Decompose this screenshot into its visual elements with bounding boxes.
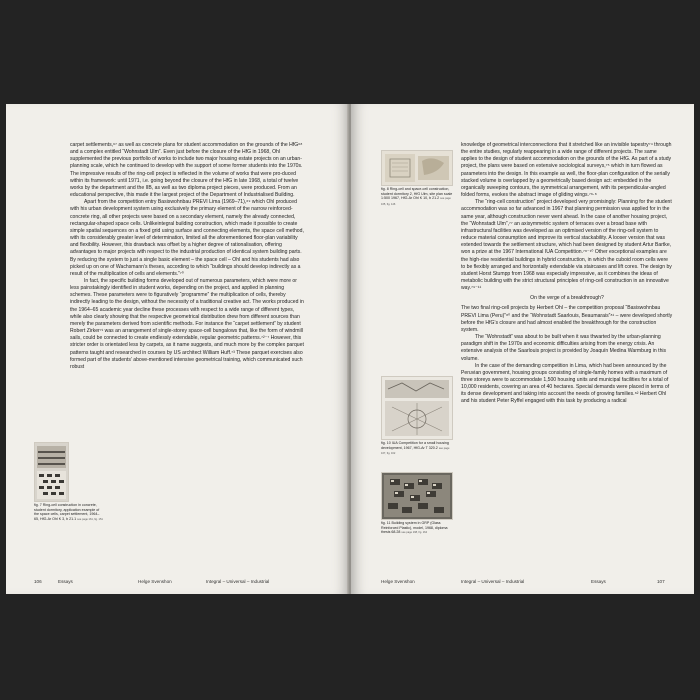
paragraph: The two final ring-cell projects by Herbert Ohl – the competition proposal “Basiswohnbau PREVI Lima (Peru)”⁸⁰ and the “Wohnstadt Saarlouis, Beaumarais”⁸¹ – were developed shortly before the HfG’s closure and had almost enabled the breakthrough for the construction system. xyxy=(461,305,673,333)
left-footer-page-number: 106 xyxy=(34,579,42,584)
carpet-settlement-image xyxy=(35,443,68,501)
caption-reference: see page 168, fig. 164 xyxy=(401,531,428,535)
left-footer-section: Essays xyxy=(58,579,73,584)
paragraph: In fact, the specific building forms developed out of numerous parameters, which were more or less painstakingly identified in student works, depending on the project, and applied in planning schemes. These parameters were to figuratively “programme” the multiplication of cells, thereby indirectly leading to the design, without the necessity of a traditional creative act. The works produced in the 1964–65 academic year decline these processes with respect to a wide range of different types, while also clearly showing that the respective geometrical distribution drew from different sources than merely the parameters derived from scientific methods. For instance the “carpet settlement” by student Robert Zirker⁷¹ was an arrangement of single-storey space-cell bungalows that, like the form of windmill sails, could be connected to create endlessly extendable, regular geometric patterns.⁷²⁻⁷ However, this stricter order is orientated less by carpets, as it name suggests, and much more by the complex parquet patterns taught and researched in courses by US architect William Huff.⁷³ These parquet exercises also formed part of the students’ above-mentioned intensive geometrical training, which communicated such robust xyxy=(70,277,304,370)
figure-caption xyxy=(381,441,453,457)
paragraph: The “ring-cell construction” project developed very promisingly: Planning for the student accommodation was so far advanced in 1967 that planning permission was applied for in the same year, although construction never went ahead. In the case of another housing project, the “Wohnstadt Ulm”,⁷⁷ an axisymmetric system of terraces over a broad base with infrastructural facilities was developed as an optimised version of the ring-cell system to reduce material consumption and improve its vertical stackability. A looser version that was extended towards the settlement structure, which had been designed by student Artur Bartke, won a prize at the 1967 International IUA Competition.⁷⁸⁻¹⁰ Other exceptional examples are the high-rise residential buildings in hybrid construction, in which the cuboid room cells were to be flexibly arranged and horizontally extendable via staircases and lift cores. The design by student Horst Stumpp from 1968 was especially impressive, as it combines the ideas of metabolic building with the strict structural principles of ring-cell construction in an innovative way.⁷⁹⁻¹¹ xyxy=(461,199,672,292)
right-page xyxy=(351,104,694,594)
caption-reference: see page 161, fig. 151 xyxy=(77,517,103,521)
figure-grp-model xyxy=(381,472,453,520)
figure-ring-cell-carpet xyxy=(34,442,69,502)
section-heading: On the verge of a breakthrough? xyxy=(530,295,604,302)
figure-site-plan xyxy=(381,150,453,186)
figure-iua-competition xyxy=(381,376,453,440)
caption-text: fig. 8 Ring-cell and space-cell construction, student dormitory 2, HfG Ulm, site plan scale 1:500 1967, HfG-Ar Ohl K 10, b 21.2 xyxy=(381,187,453,201)
caption-text: fig. 10 IUA Competition for a small housing development, 1967, HfG-Ar T 320.2 xyxy=(381,441,449,450)
figure-caption xyxy=(34,503,104,522)
caption-reference: see page 165, fig. 146 xyxy=(381,197,451,206)
caption-text: fig. 7 Ring-cell construction in concrete, student dormitory, application example of the space cells, carpet settlement, 1964–65, HfG-Ar Ohl K 3, b 21.1 xyxy=(34,503,100,521)
figure-caption xyxy=(381,521,453,536)
paragraph: In the case of the demanding competition in Lima, which had been announced by the Peruvian government, housing groups consisting of single-family homes with a maximum of three storeys were to accommodate 1,500 housing units and municipal facilities for a total of 10,000 residents, covering an area of 40 hectares. Special demands were placed in terms of its dense development and taking into account the needs of growing families.⁸² Herbert Ohl and his student Peter Ryffel engaged with this task by producing a radical xyxy=(461,362,670,405)
left-footer-author: Helge Svenshon xyxy=(138,579,172,584)
left-page xyxy=(6,104,349,594)
right-text-column xyxy=(461,142,673,406)
grp-model-image xyxy=(382,473,452,519)
right-footer-title: Integral – Universal – Industrial xyxy=(461,579,525,584)
left-footer-title: Integral – Universal – Industrial xyxy=(206,579,270,584)
caption-text: fig. 11 Building system in GRP (Glass Reinforced Plastic), model, 1968, diploma thesis 68.28 xyxy=(381,521,448,535)
paragraph: The “Wohnstadt” was about to be built when it was thwarted by the urban-planning paradigm shift in the 1970s and economic difficulties arising from the energy crisis. An extensive analysis of the Saarlouis project is provided by Joaquín Medina Warmburg in this volume. xyxy=(461,334,667,362)
left-text-column xyxy=(70,142,306,371)
right-footer-section: Essays xyxy=(591,579,606,584)
open-book xyxy=(6,104,694,594)
paragraph: knowledge of geometrical interconnections that it stretched like an invisible tapestry⁷⁴ through the entire studies, regularly reappearing in a wide range of different projects. The same applies to the design of student accommodation on the grounds of the HfG. As part of a study project, the plans were based on extensive sociological surveys,⁷⁵ which in turn flowed as parameters into the design. In this example as well, the floor-plan configuration of the serially stacked volume is overlapped by a geometrically based design act: embedded in the organically sweeping contours, the symmetrical arrangement, with its perpendicular-angled folded forms, evokes the abstract image of gliding wings.⁷⁶·⁸ xyxy=(461,142,672,199)
figure-caption xyxy=(381,187,453,207)
caption-reference: see page 167, fig. 162 xyxy=(381,446,450,456)
site-plan-image xyxy=(382,151,452,185)
iua-competition-image xyxy=(382,377,452,439)
right-footer-page-number: 107 xyxy=(657,579,665,584)
right-footer-author: Helge Svenshon xyxy=(381,579,415,584)
paragraph: Apart from the competition entry Basiswohnbau PREVI Lima (1969–71),⁶⁹ which Ohl produced with his urban development system using exclusively the primary element of the narrow reinforced-concrete ring, all other projects were based on a secondary element, namely the already connected, rectangular-shaped space cells. Unlikeintegral building construction, which made it possible to create simple spatial sequences on a fixed grid using surface and connecting elements, the space cell method, with its considerably greater level of determination, limited all the aforementioned floor-plan variability and flexibility. However, this drawback was offset by a higher degree of rationalisation, offering advantages to major projects with respect to the industrial production of identical system building parts. By reducing the system to just a single basic element – the space cell – Ohl and his students had also picked up on one of Wachsmann’s theses, according to which “buildings should develop indirectly as a result of the multiplication of cells and elements.”⁷⁰ xyxy=(70,199,304,277)
paragraph: carpet settlements,⁶⁷ as well as concrete plans for student accommodation on the grounds of the HfG⁶⁸ and a complex entitled “Wohnstadt Ulm”. Even just before the closure of the HfG in 1968, Ohl supplemented the previous portfolio of works to include two major housing estate projects on an urban-planning scale, which he continued to develop with the support of some former students into the 1970s. The impressive results of the ring-cell project is reflected in the volume of works that were pro-duced within its framework: until 1971, i.e. going beyond the closure of the HfG in late 1968, a total of twelve works by the department and the IIB, as well as two diploma project pieces, were produced. From an educational perspective, this made it the largest project of the Department of Industrialised Building. xyxy=(70,142,303,199)
